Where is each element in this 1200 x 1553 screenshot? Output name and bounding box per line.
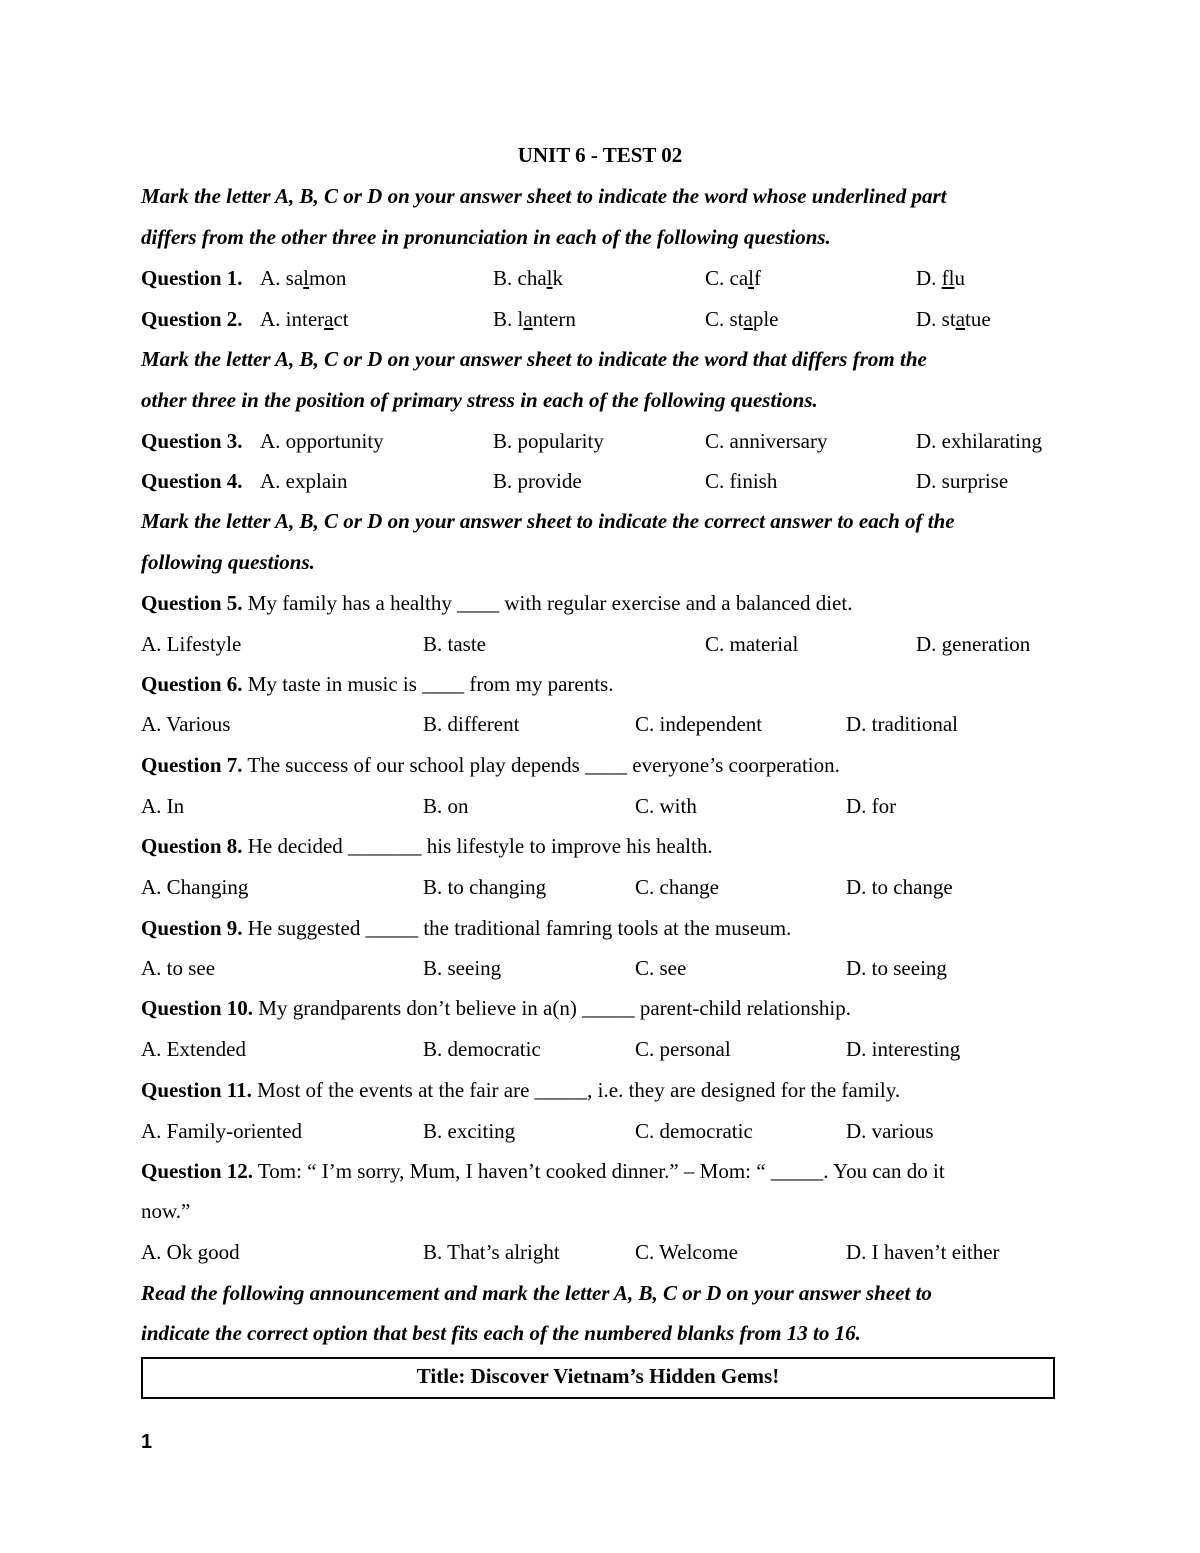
q12-option-c: C. Welcome	[635, 1240, 738, 1264]
question-8: Question 8. He decided _______ his lifestyle to improve his health.	[141, 834, 713, 858]
q1-option-a: A. salmon	[260, 266, 347, 290]
q2-option-c: C. staple	[705, 307, 779, 331]
q5-option-b: B. taste	[423, 632, 486, 656]
q7-option-a: A. In	[141, 794, 185, 818]
q5-option-c: C. material	[705, 632, 799, 656]
q2-option-b: B. lantern	[493, 307, 576, 331]
instruction-reading-line-2: indicate the correct option that best fits each of the numbered blanks from 13 to 16.	[141, 1321, 861, 1345]
q12-option-d: D. I haven’t either	[846, 1240, 1000, 1264]
q8-option-d: D. to change	[846, 875, 953, 899]
q11-option-c: C. democratic	[635, 1119, 753, 1143]
q7-option-b: B. on	[423, 794, 469, 818]
q5-option-d: D. generation	[916, 632, 1031, 656]
q3-option-b: B. popularity	[493, 429, 604, 453]
question-7: Question 7. The success of our school play depends ____ everyone’s coorperation.	[141, 753, 840, 777]
q7-option-c: C. with	[635, 794, 697, 818]
question-6: Question 6. My taste in music is ____ from my parents.	[141, 672, 614, 696]
q8-option-c: C. change	[635, 875, 719, 899]
question-12: Question 12. Tom: “ I’m sorry, Mum, I haven’t cooked dinner.” – Mom: “ _____. You can do it	[141, 1159, 945, 1183]
q10-option-c: C. personal	[635, 1037, 731, 1061]
q6-option-d: D. traditional	[846, 712, 958, 736]
instruction-stress-line-1: Mark the letter A, B, C or D on your answer sheet to indicate the word that differs from the	[141, 347, 927, 371]
q8-option-a: A. Changing	[141, 875, 249, 899]
question-5: Question 5. My family has a healthy ____ with regular exercise and a balanced diet.	[141, 591, 853, 615]
q4-option-a: A. explain	[260, 469, 348, 493]
announcement-title: Title: Discover Vietnam’s Hidden Gems!	[416, 1364, 780, 1388]
question-12-continuation: now.”	[141, 1199, 191, 1223]
page-number: 1	[141, 1431, 153, 1453]
instruction-pronunciation-line-1: Mark the letter A, B, C or D on your answer sheet to indicate the word whose underlined part	[141, 184, 947, 208]
q6-option-c: C. independent	[635, 712, 763, 736]
q12-option-b: B. That’s alright	[423, 1240, 560, 1264]
q3-option-d: D. exhilarating	[916, 429, 1042, 453]
question-3-label: Question 3.	[141, 429, 243, 453]
q2-option-d: D. statue	[916, 307, 991, 331]
instruction-reading-line-1: Read the following announcement and mark the letter A, B, C or D on your answer sheet to	[141, 1281, 932, 1305]
q10-option-d: D. interesting	[846, 1037, 961, 1061]
q5-option-a: A. Lifestyle	[141, 632, 242, 656]
question-1-label: Question 1.	[141, 266, 243, 290]
question-9: Question 9. He suggested _____ the traditional famring tools at the museum.	[141, 916, 792, 940]
q1-option-d: D. flu	[916, 266, 965, 290]
q9-option-a: A. to see	[141, 956, 216, 980]
q1-option-c: C. calf	[705, 266, 761, 290]
q11-option-b: B. exciting	[423, 1119, 516, 1143]
q9-option-d: D. to seeing	[846, 956, 947, 980]
q10-option-a: A. Extended	[141, 1037, 246, 1061]
q3-option-c: C. anniversary	[705, 429, 828, 453]
q4-option-b: B. provide	[493, 469, 582, 493]
q9-option-c: C. see	[635, 956, 687, 980]
instruction-correct-line-2: following questions.	[141, 550, 315, 574]
q7-option-d: D. for	[846, 794, 897, 818]
question-10: Question 10. My grandparents don’t believe in a(n) _____ parent-child relationship.	[141, 996, 851, 1020]
q9-option-b: B. seeing	[423, 956, 502, 980]
instruction-correct-line-1: Mark the letter A, B, C or D on your answer sheet to indicate the correct answer to each of the	[141, 509, 955, 533]
question-2-label: Question 2.	[141, 307, 243, 331]
q1-option-b: B. chalk	[493, 266, 563, 290]
page-title: UNIT 6 - TEST 02	[517, 143, 683, 167]
q6-option-b: B. different	[423, 712, 520, 736]
q11-option-d: D. various	[846, 1119, 934, 1143]
q6-option-a: A. Various	[141, 712, 231, 736]
announcement-title-box	[141, 1357, 1055, 1399]
q2-option-a: A. interact	[260, 307, 349, 331]
q11-option-a: A. Family-oriented	[141, 1119, 302, 1143]
q8-option-b: B. to changing	[423, 875, 547, 899]
q4-option-d: D. surprise	[916, 469, 1009, 493]
instruction-pronunciation-line-2: differs from the other three in pronunciation in each of the following questions.	[141, 225, 831, 249]
q3-option-a: A. opportunity	[260, 429, 384, 453]
instruction-stress-line-2: other three in the position of primary stress in each of the following questions.	[141, 388, 818, 412]
q12-option-a: A. Ok good	[141, 1240, 240, 1264]
question-11: Question 11. Most of the events at the fair are _____, i.e. they are designed for the family.	[141, 1078, 901, 1102]
q10-option-b: B. democratic	[423, 1037, 541, 1061]
q4-option-c: C. finish	[705, 469, 778, 493]
question-4-label: Question 4.	[141, 469, 243, 493]
